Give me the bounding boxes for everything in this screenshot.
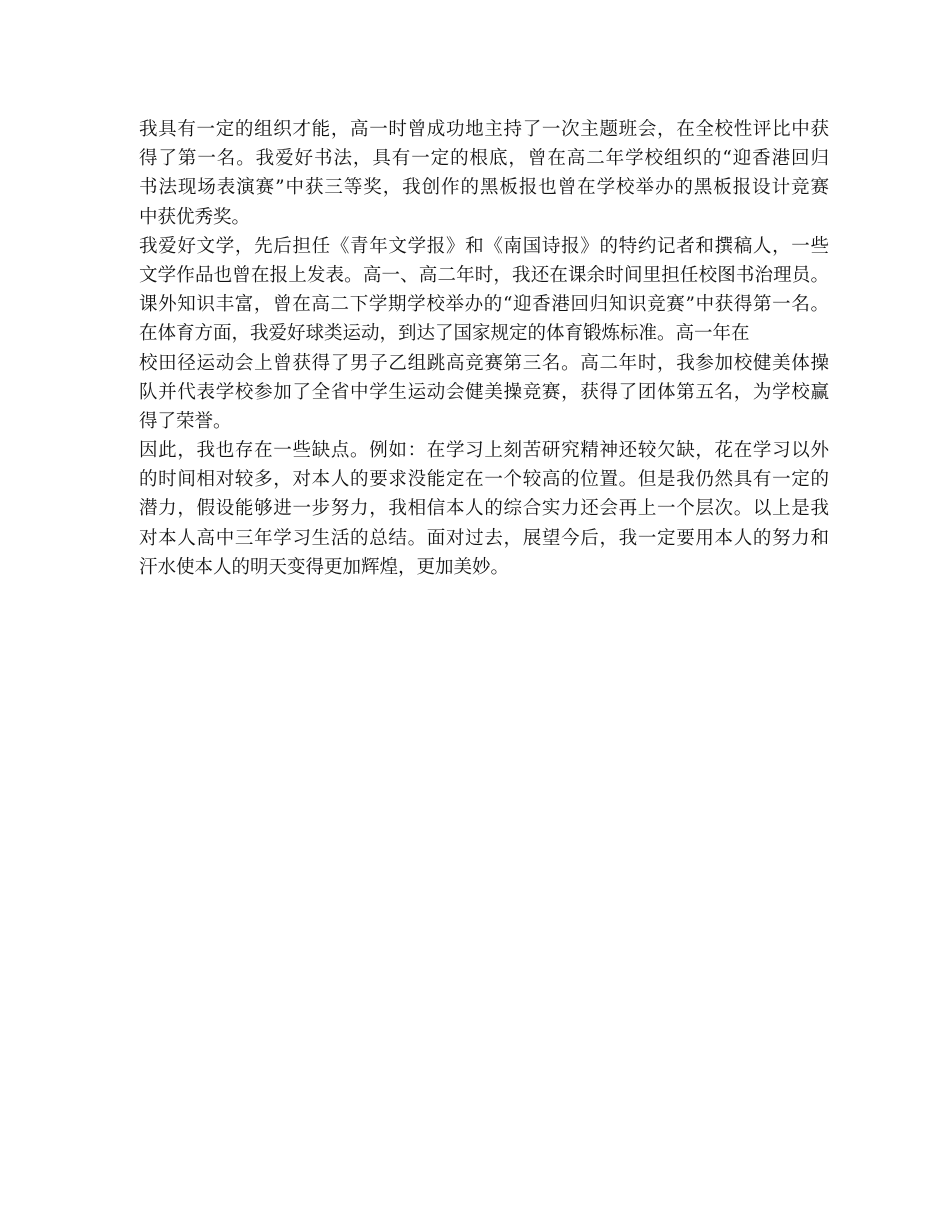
text-line: 课外知识丰富，曾在高二下学期学校举办的“迎香港回归知识竞赛”中获得第一名。: [139, 294, 829, 316]
text-line: 文学作品也曾在报上发表。高一、高二年时，我还在课余时间里担任校图书治理员。: [139, 264, 829, 286]
text-line: 因此，我也存在一些缺点。例如：在学习上刻苦研究精神还较欠缺，花在学习以外: [139, 440, 829, 462]
text-line: 得了第一名。我爱好书法，具有一定的根底，曾在高二年学校组织的“迎香港回归: [139, 148, 829, 170]
text-line: 汗水使本人的明天变得更加辉煌，更加美妙。: [139, 556, 510, 578]
document-body: [139, 115, 829, 582]
text-line: 我具有一定的组织才能，高一时曾成功地主持了一次主题班会，在全校性评比中获: [139, 119, 829, 140]
text-line: 书法现场表演赛”中获三等奖，我创作的黑板报也曾在学校举办的黑板报设计竞赛: [139, 177, 829, 199]
text-line: 我爱好文学，先后担任《青年文学报》和《南国诗报》的特约记者和撰稿人，一些: [139, 235, 829, 257]
text-line: 在体育方面，我爱好球类运动，到达了国家规定的体育锻炼标准。高一年在: [139, 323, 750, 345]
text-line: 校田径运动会上曾获得了男子乙组跳高竞赛第三名。高二年时，我参加校健美体操: [139, 352, 829, 374]
text-line: 队并代表学校参加了全省中学生运动会健美操竞赛，获得了团体第五名，为学校赢: [139, 381, 829, 403]
text-line: 的时间相对较多，对本人的要求没能定在一个较高的位置。但是我仍然具有一定的: [139, 469, 829, 491]
text-line: 中获优秀奖。: [139, 206, 251, 228]
text-line: 对本人高中三年学习生活的总结。面对过去，展望今后，我一定要用本人的努力和: [139, 527, 829, 549]
text-line: 潜力，假设能够进一步努力，我相信本人的综合实力还会再上一个层次。以上是我: [139, 498, 829, 520]
text-line: 得了荣誉。: [139, 410, 232, 432]
